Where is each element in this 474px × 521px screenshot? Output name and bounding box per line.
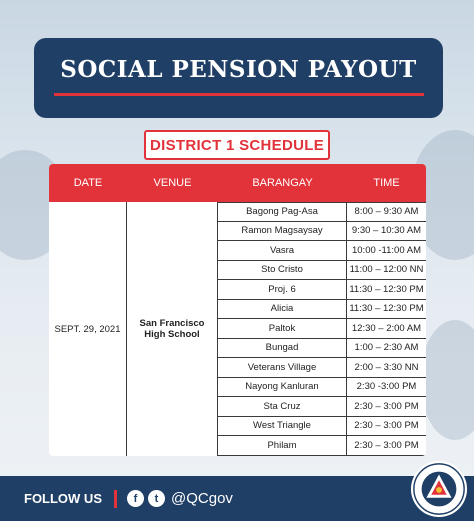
header-barangay: BARANGAY bbox=[252, 177, 313, 189]
barangay-cell: Bagong Pag-Asa bbox=[218, 203, 347, 221]
time-cell: 2:30 – 3:00 PM bbox=[354, 420, 419, 432]
barangay-cell: West Triangle bbox=[218, 417, 347, 436]
time-cell: 1:00 – 2:30 AM bbox=[354, 342, 419, 354]
table-row bbox=[218, 436, 426, 456]
barangay-cell: Sto Cristo bbox=[218, 261, 347, 280]
barangay-cell: Nayong Kanluran bbox=[218, 378, 347, 397]
time-cell: 2:30 – 3:00 PM bbox=[354, 400, 419, 412]
quezon-city-seal-icon bbox=[410, 460, 468, 518]
schedule-rows bbox=[218, 202, 426, 456]
title-underline bbox=[54, 93, 424, 96]
time-cell: 10:00 -11:00 AM bbox=[351, 244, 421, 256]
table-header bbox=[49, 164, 426, 202]
twitter-icon[interactable]: t bbox=[148, 490, 165, 507]
time-cell: 8:00 – 9:30 AM bbox=[354, 206, 419, 218]
time-cell: 2:30 – 3:00 PM bbox=[354, 439, 419, 451]
barangay-cell: Alicia bbox=[218, 300, 347, 319]
barangay-cell: Bungad bbox=[218, 339, 347, 358]
footer-bar bbox=[0, 476, 474, 521]
header-time: TIME bbox=[373, 177, 400, 189]
time-cell: 2:00 – 3:30 NN bbox=[354, 361, 419, 373]
table-row bbox=[218, 202, 426, 222]
barangay-cell: Paltok bbox=[218, 319, 347, 338]
table-row bbox=[218, 261, 426, 281]
facebook-icon[interactable]: f bbox=[127, 490, 144, 507]
time-cell: 11:30 – 12:30 PM bbox=[349, 283, 424, 295]
table-row bbox=[218, 300, 426, 320]
footer-divider bbox=[114, 490, 117, 508]
follow-us-label: FOLLOW US bbox=[24, 491, 102, 506]
page-title: SOCIAL PENSION PAYOUT bbox=[60, 56, 417, 83]
header-date: DATE bbox=[73, 177, 103, 189]
social-handle[interactable]: @QCgov bbox=[171, 490, 233, 507]
time-cell: 2:30 -3:00 PM bbox=[356, 381, 417, 393]
time-cell: 11:30 – 12:30 PM bbox=[349, 303, 424, 315]
district-tab bbox=[144, 130, 330, 160]
table-row bbox=[218, 222, 426, 242]
barangay-cell: Veterans Village bbox=[218, 358, 347, 377]
barangay-cell: Ramon Magsaysay bbox=[218, 222, 347, 241]
barangay-cell: Vasra bbox=[218, 241, 347, 260]
district-label: DISTRICT 1 SCHEDULE bbox=[149, 136, 325, 154]
time-cell: 9:30 – 10:30 AM bbox=[351, 225, 422, 237]
barangay-cell: Proj. 6 bbox=[218, 280, 347, 299]
header-venue: VENUE bbox=[153, 177, 192, 189]
schedule-table bbox=[49, 164, 426, 456]
title-card bbox=[34, 38, 443, 118]
background-figure bbox=[420, 320, 474, 440]
date-cell: SEPT. 29, 2021 bbox=[49, 202, 127, 456]
table-row bbox=[218, 339, 426, 359]
barangay-cell: Sta Cruz bbox=[218, 397, 347, 416]
table-body bbox=[49, 202, 426, 456]
barangay-cell: Philam bbox=[218, 436, 347, 455]
table-row bbox=[218, 241, 426, 261]
table-row bbox=[218, 417, 426, 437]
time-cell: 12:30 – 2:00 AM bbox=[351, 322, 422, 334]
table-row bbox=[218, 280, 426, 300]
table-row bbox=[218, 378, 426, 398]
table-row bbox=[218, 358, 426, 378]
time-cell: 11:00 – 12:00 NN bbox=[349, 264, 424, 276]
table-row bbox=[218, 397, 426, 417]
table-row bbox=[218, 319, 426, 339]
venue-cell: San Francisco High School bbox=[127, 202, 218, 456]
